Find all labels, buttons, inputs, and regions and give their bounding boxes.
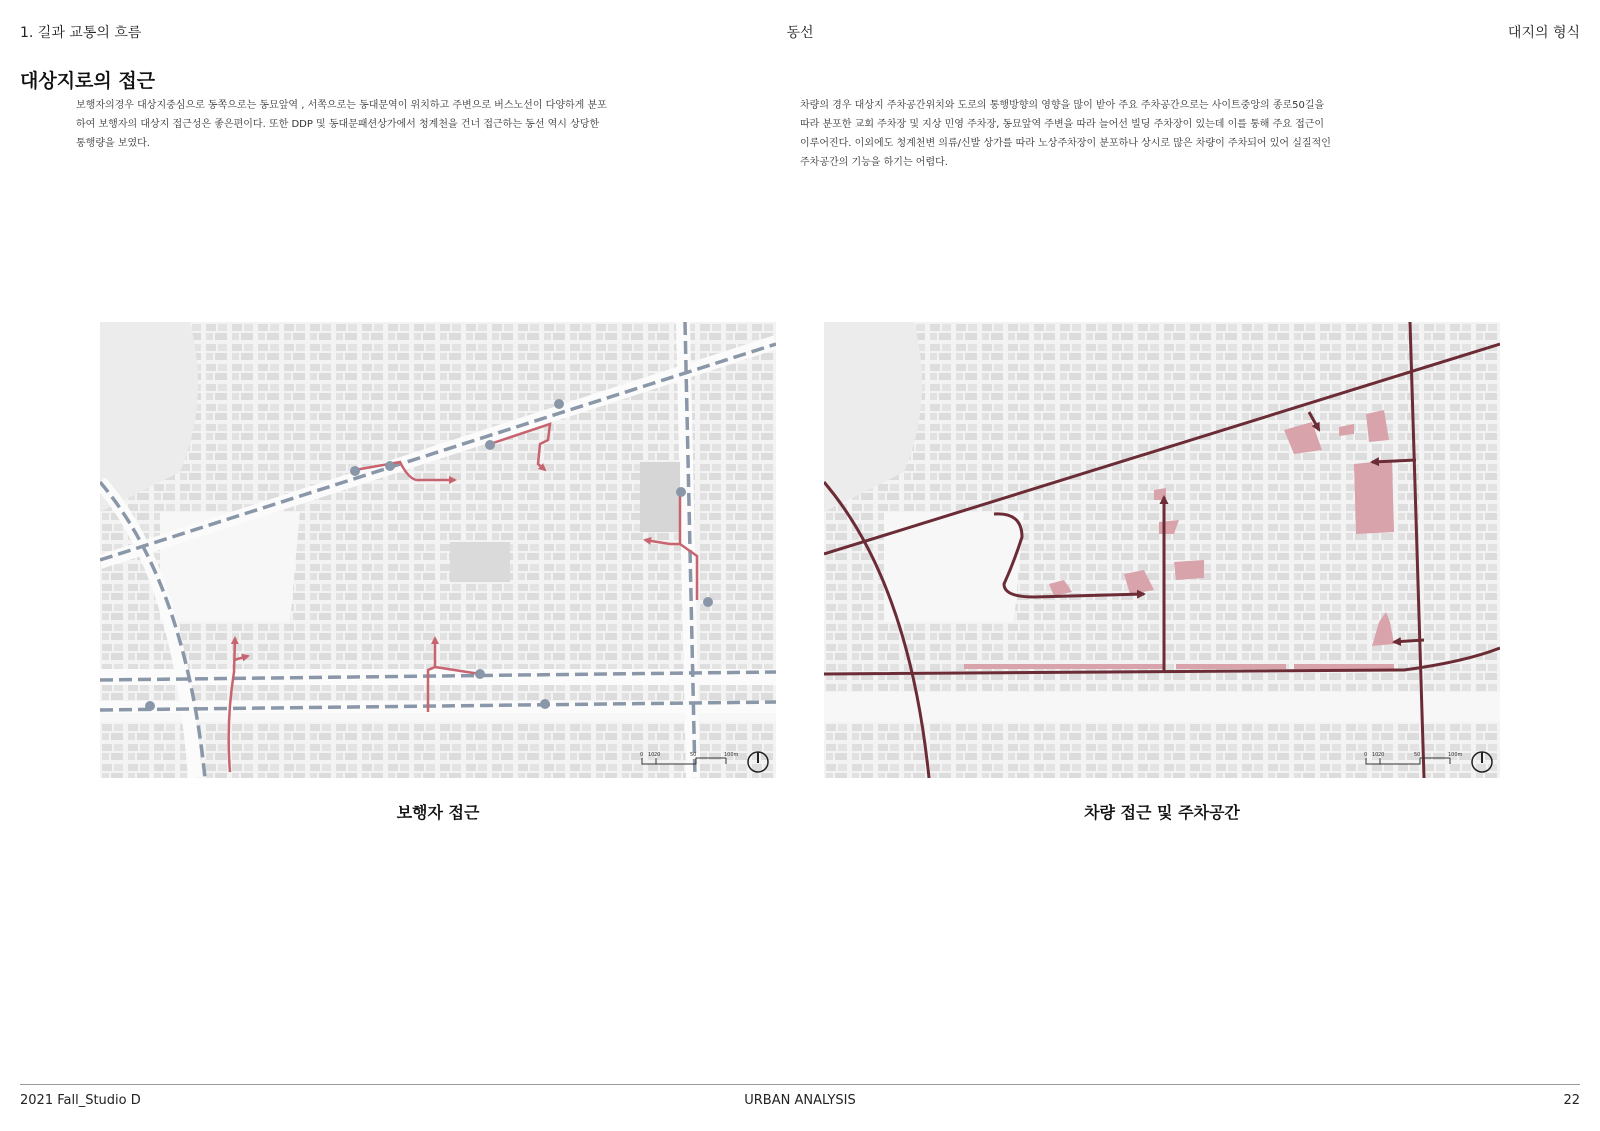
header-section: 1. 길과 교통의 흐름: [20, 25, 142, 41]
parking-lot: [1174, 560, 1204, 580]
bus-stop: [350, 466, 360, 476]
bus-stop: [540, 699, 550, 709]
vehicle-paragraph: [800, 96, 1400, 172]
scale-label: 50: [1414, 752, 1421, 758]
footer-title: URBAN ANALYSIS: [744, 1093, 856, 1108]
vehicle-map-caption: 차량 접근 및 주차공간: [1084, 803, 1240, 822]
scale-label: 10: [648, 752, 655, 758]
road-line: [1394, 640, 1424, 642]
bus-stop: [676, 487, 686, 497]
scale-label: 0: [640, 752, 644, 758]
footer-course: 2021 Fall_Studio D: [20, 1093, 141, 1108]
street-parking: [964, 664, 1079, 669]
bus-stop: [703, 597, 713, 607]
building: [450, 542, 510, 582]
bus-stop: [145, 701, 155, 711]
scale-label: 100m: [1448, 752, 1463, 758]
street-parking: [1069, 664, 1164, 669]
pedestrian-line: 통행량을 보였다.: [76, 138, 150, 149]
vacant-area: [824, 692, 1500, 722]
header-topic: 동선: [786, 25, 814, 41]
pedestrian-map-caption: 보행자 접근: [396, 803, 480, 822]
pedestrian-paragraph: [76, 96, 676, 153]
scale-label: 20: [1378, 752, 1385, 758]
pedestrian-access-map: [100, 322, 776, 778]
bus-stop: [385, 461, 395, 471]
scale-label: 50: [690, 752, 697, 758]
scale-label: 20: [654, 752, 661, 758]
scale-labels: [640, 752, 739, 758]
footer-divider: [20, 1084, 1580, 1085]
page-number: 22: [1563, 1093, 1580, 1108]
scale-labels: [1364, 752, 1463, 758]
vehicle-access-map: [824, 322, 1500, 778]
page-title: 대상지로의 접근: [20, 70, 156, 92]
building: [640, 462, 680, 532]
street-parking: [1294, 664, 1394, 669]
vehicle-line: 따라 분포한 교회 주차장 및 지상 민영 주차장, 동묘앞역 주변을 따라 늘어선 빌딩 주차장이 있는데 이를 통해 주요 접근이: [800, 119, 1325, 130]
vehicle-line: 주차공간의 기능을 하기는 어렵다.: [800, 157, 948, 168]
vehicle-line: 이루어진다. 이외에도 청계천변 의류/신발 상가를 따라 노상주차장이 분포하나 상시로 많은 차량이 주차되어 있어 실질적인: [800, 138, 1331, 149]
parking-lot: [1354, 460, 1394, 534]
scale-label: 10: [1372, 752, 1379, 758]
pedestrian-line: 하여 보행자의 대상지 접근성은 좋은편이다. 또한 DDP 및 동대문패션상가에서 청계천을 건너 접근하는 동선 역시 상당한: [76, 119, 600, 130]
header-chapter: 대지의 형식: [1507, 25, 1580, 41]
scale-label: 100m: [724, 752, 739, 758]
bus-stop: [554, 399, 564, 409]
road-line: [1372, 460, 1416, 462]
pedestrian-line: 보행자의경우 대상지중심으로 동쪽으로는 동묘앞역 , 서쪽으로는 동대문역이 위치하고 주변으로 버스노선이 다양하게 분포: [76, 100, 607, 111]
scale-label: 0: [1364, 752, 1368, 758]
street-parking: [1176, 664, 1286, 669]
bus-stop: [475, 669, 485, 679]
bus-stop: [485, 440, 495, 450]
vehicle-line: 차량의 경우 대상지 주차공간위치와 도로의 통행방향의 영향을 많이 받아 주요 주차공간으로는 사이트중앙의 종로50길을: [800, 100, 1325, 111]
